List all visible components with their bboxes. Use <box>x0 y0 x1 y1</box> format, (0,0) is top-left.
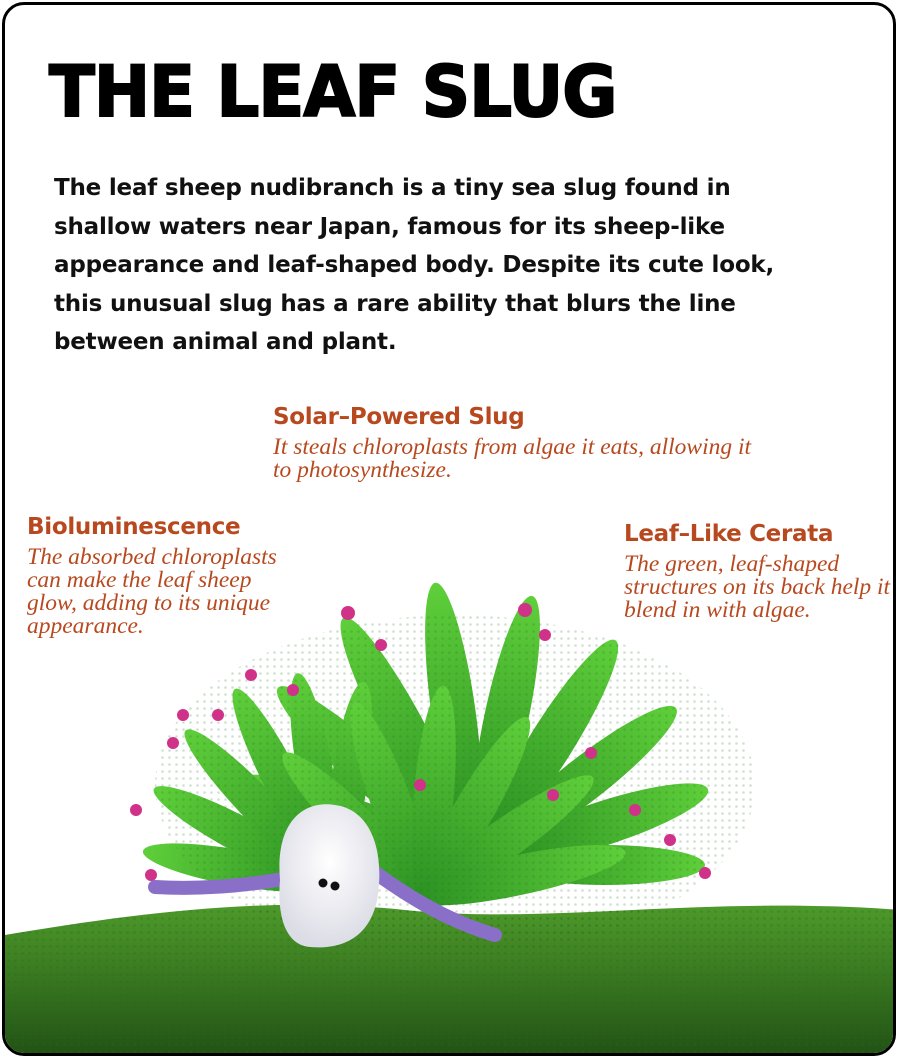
callout-text: The absorbed chloroplasts can make the leaf sheep glow, adding to its unique appearance. <box>27 544 277 640</box>
callout-heading: Bioluminescence <box>27 514 241 540</box>
callout-text: It steals chloroplasts from algae it eats, allowing it to photosynthesize. <box>273 434 752 484</box>
infographic-card <box>2 2 896 1056</box>
callout-heading: Leaf–Like Cerata <box>624 521 834 547</box>
callout-heading: Solar–Powered Slug <box>273 404 525 430</box>
page-title: THE LEAF SLUG <box>49 51 617 133</box>
callout-text: The green, leaf-shaped structures on its back help it blend in with algae. <box>624 551 891 624</box>
leaf-sheep-illustration <box>5 565 896 1056</box>
eye-left <box>319 879 328 888</box>
intro-paragraph: The leaf sheep nudibranch is a tiny sea slug found in shallow waters near Japan, famous for its sheep-like appearance and leaf-shaped body. Despite its cute look, this unusual slug has a rare ability that blurs the line between animal and plant. <box>54 175 775 355</box>
eye-right <box>331 882 340 891</box>
slug-head <box>279 804 379 947</box>
callout-solar-powered <box>273 405 753 482</box>
